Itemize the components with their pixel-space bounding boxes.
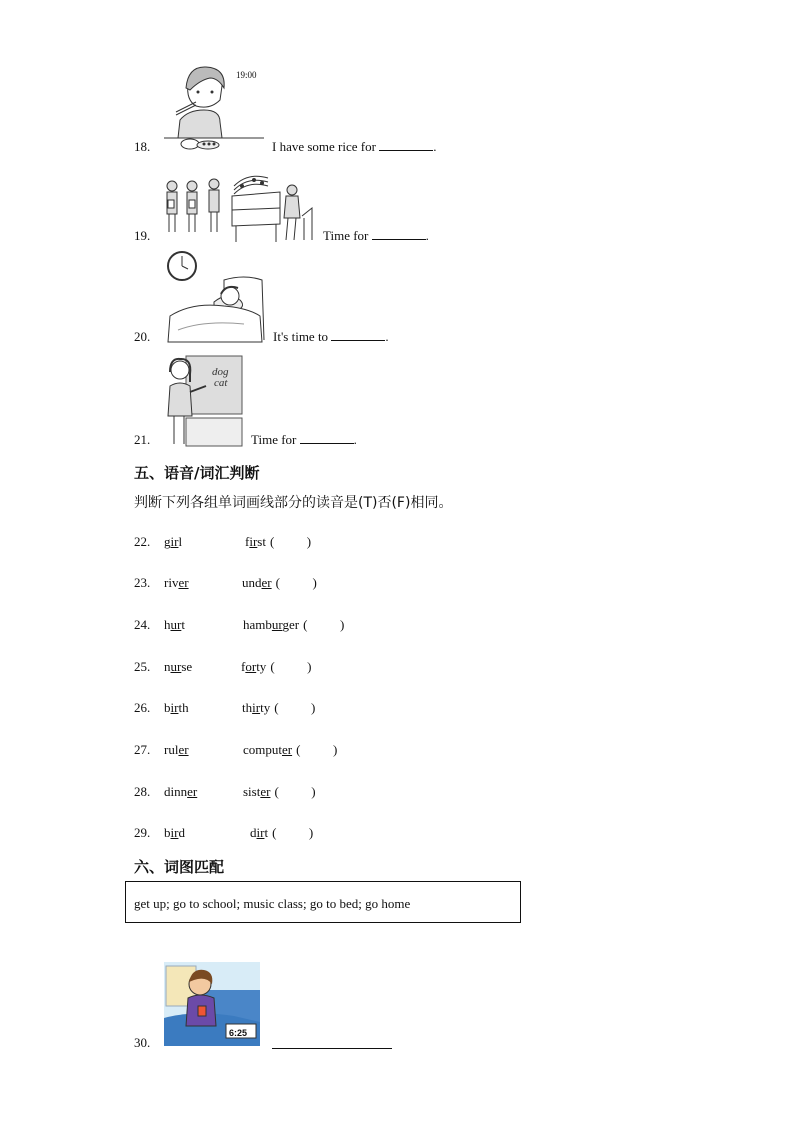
- item-number: 25.: [134, 659, 151, 674]
- word-2: [242, 700, 315, 716]
- word-bank-text: get up; go to school; music class; go to bed; go home: [134, 896, 411, 911]
- word-part: d: [178, 825, 185, 840]
- word-1: [164, 742, 189, 758]
- phonics-item-26: [134, 700, 316, 716]
- blackboard-word-cat: cat: [214, 377, 228, 389]
- word-part: comput: [243, 742, 282, 757]
- question-number: 20.: [134, 329, 151, 344]
- word-part: sist: [243, 784, 261, 799]
- item-number: 24.: [134, 617, 151, 632]
- underlined-part: ir: [170, 534, 179, 549]
- word-part: riv: [164, 575, 179, 590]
- word-part: n: [164, 659, 171, 674]
- phonics-item-25: [134, 659, 312, 675]
- question-number: 30.: [134, 1035, 151, 1050]
- phonics-item-28: [134, 784, 316, 800]
- word-1: [164, 617, 185, 633]
- word-2: [243, 742, 337, 758]
- word-1: [164, 659, 192, 675]
- question-21-sentence: [251, 432, 357, 448]
- word-1: [164, 784, 197, 800]
- word-part: st: [257, 534, 266, 549]
- question-number: 21.: [134, 432, 151, 447]
- word-part: t: [264, 825, 269, 840]
- word-part: und: [242, 575, 262, 590]
- sentence-end: .: [385, 329, 389, 344]
- item-number: 27.: [134, 742, 151, 757]
- underlined-part: er: [282, 742, 293, 757]
- question-19-sentence: [323, 228, 429, 244]
- word-part: g: [164, 534, 171, 549]
- answer-blank[interactable]: [372, 229, 426, 240]
- word-part: d: [250, 825, 257, 840]
- word-part: t: [181, 617, 185, 632]
- word-1: [164, 825, 185, 841]
- word-2: [242, 575, 317, 591]
- answer-parentheses[interactable]: ( ): [296, 742, 338, 757]
- word-part: rul: [164, 742, 179, 757]
- word-1: [164, 700, 189, 716]
- underlined-part: er: [178, 575, 189, 590]
- phonics-item-24: [134, 617, 345, 633]
- underlined-part: ir: [252, 700, 261, 715]
- underlined-part: ur: [271, 617, 283, 632]
- section-5-instruction: 判断下列各组单词画线部分的读音是(T)否(F)相同。: [134, 495, 453, 511]
- sentence-end: .: [433, 139, 437, 154]
- sentence-text: It's time to: [273, 329, 329, 344]
- underlined-part: ir: [249, 534, 258, 549]
- word-2: [241, 659, 311, 675]
- underlined-part: er: [178, 742, 189, 757]
- sentence-end: .: [425, 228, 429, 243]
- underlined-part: ir: [170, 825, 179, 840]
- sentence-text: Time for: [251, 432, 297, 447]
- blackboard-word-dog: dog: [212, 366, 229, 378]
- word-part: b: [164, 825, 171, 840]
- answer-blank[interactable]: [300, 433, 354, 444]
- section-5-heading: 五、语音/词汇判断: [134, 464, 260, 482]
- question-number: 18.: [134, 139, 151, 154]
- word-2: [245, 534, 311, 550]
- answer-parentheses[interactable]: ( ): [274, 700, 316, 715]
- word-part: ty: [256, 659, 267, 674]
- answer-blank[interactable]: [331, 330, 385, 341]
- underlined-part: er: [260, 784, 271, 799]
- answer-blank[interactable]: [379, 140, 433, 151]
- sentence-text: I have some rice for: [272, 139, 376, 154]
- word-2: [243, 784, 316, 800]
- word-2: [243, 617, 344, 633]
- answer-line[interactable]: [272, 1048, 392, 1049]
- section-6-heading: 六、词图匹配: [134, 858, 225, 876]
- underlined-part: ir: [170, 700, 179, 715]
- word-part: dinn: [164, 784, 188, 799]
- music-class-illustration: [162, 166, 322, 244]
- item-number: 28.: [134, 784, 151, 799]
- item-number: 23.: [134, 575, 151, 590]
- answer-parentheses[interactable]: ( ): [272, 825, 314, 840]
- question-18-sentence: [272, 139, 436, 155]
- phonics-item-27: [134, 742, 338, 758]
- word-part: hamb: [243, 617, 272, 632]
- clock-time-label: 19:00: [236, 70, 257, 80]
- word-bank-box: [125, 881, 521, 923]
- item-number: 22.: [134, 534, 151, 549]
- answer-parentheses[interactable]: ( ): [269, 534, 312, 549]
- phonics-item-22: [134, 534, 312, 550]
- answer-parentheses[interactable]: ( ): [270, 659, 312, 674]
- alarm-clock-time: 6:25: [229, 1028, 248, 1038]
- word-part: l: [178, 534, 183, 549]
- teacher-blackboard-illustration: [166, 356, 244, 446]
- word-2: [250, 825, 313, 841]
- underlined-part: or: [245, 659, 257, 674]
- underlined-part: ir: [256, 825, 265, 840]
- underlined-part: ur: [170, 659, 182, 674]
- word-part: ger: [282, 617, 300, 632]
- word-part: th: [178, 700, 189, 715]
- word-part: se: [181, 659, 193, 674]
- answer-parentheses[interactable]: ( ): [303, 617, 345, 632]
- girl-sleeping-illustration: [164, 250, 270, 342]
- word-part: b: [164, 700, 171, 715]
- word-part: f: [241, 659, 246, 674]
- word-1: [164, 575, 189, 591]
- item-number: 29.: [134, 825, 151, 840]
- item-number: 26.: [134, 700, 151, 715]
- phonics-item-29: [134, 825, 314, 841]
- answer-parentheses[interactable]: ( ): [274, 784, 316, 799]
- word-1: [164, 534, 182, 550]
- underlined-part: ur: [170, 617, 182, 632]
- question-20-sentence: [273, 329, 389, 345]
- question-number: 19.: [134, 228, 151, 243]
- answer-parentheses[interactable]: ( ): [275, 575, 317, 590]
- sentence-end: .: [353, 432, 357, 447]
- word-part: ty: [260, 700, 271, 715]
- underlined-part: er: [261, 575, 272, 590]
- word-part: th: [242, 700, 253, 715]
- word-part: h: [164, 617, 171, 632]
- word-part: f: [245, 534, 250, 549]
- phonics-item-23: [134, 575, 317, 591]
- underlined-part: er: [187, 784, 198, 799]
- sentence-text: Time for: [323, 228, 369, 243]
